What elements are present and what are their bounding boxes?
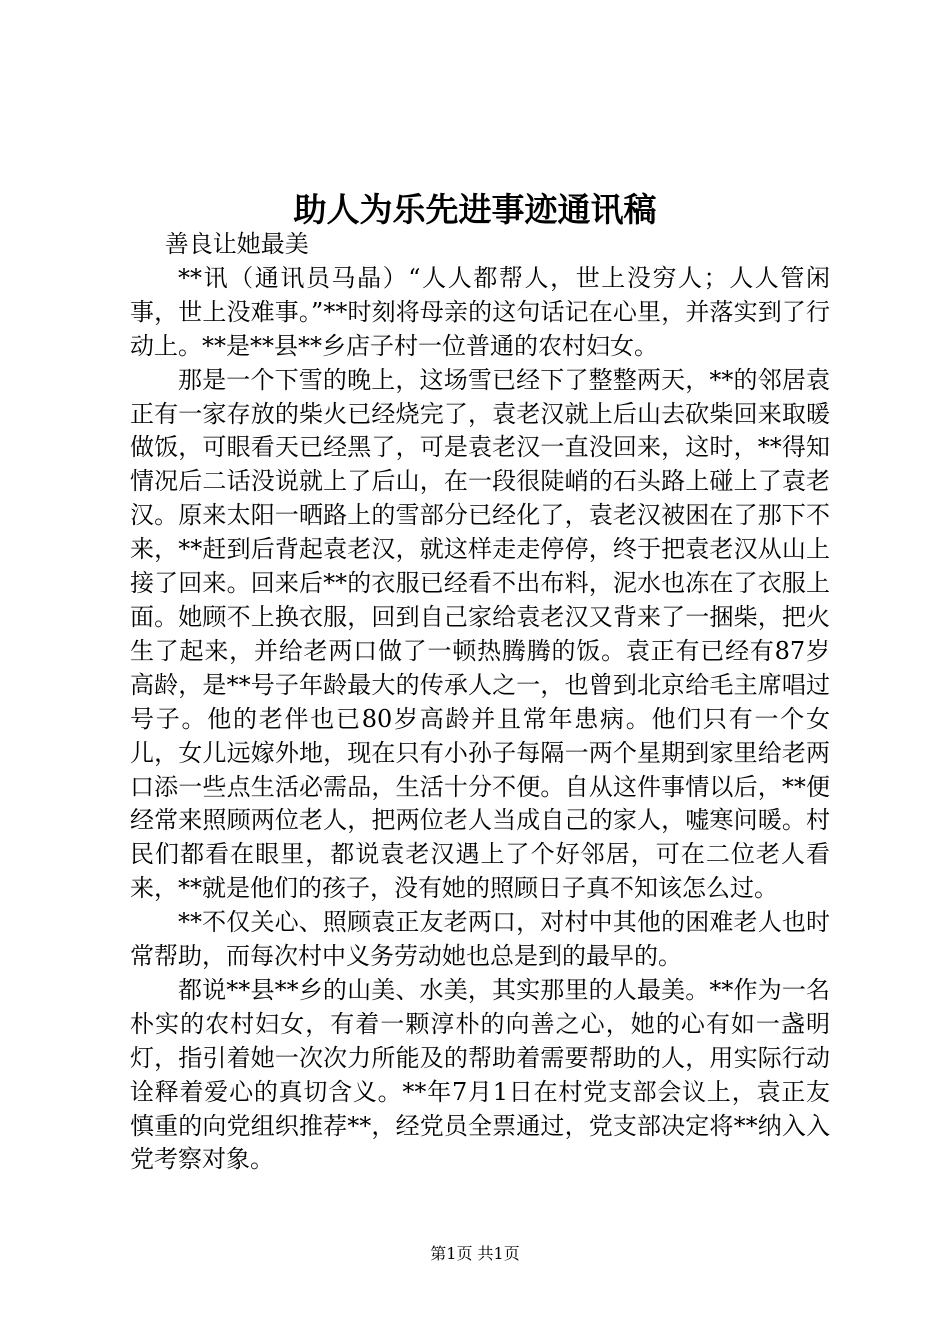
paragraph-3: **不仅关心、照顾袁正友老两口，对村中其他的困难老人也时常帮助，而每次村中义务劳动她也总是到的最早的。 bbox=[130, 908, 830, 971]
document-body bbox=[130, 228, 830, 1177]
paragraph-2: 那是一个下雪的晚上，这场雪已经下了整整两天，**的邻居袁正有一家存放的柴火已经烧完了，袁老汉就上后山去砍柴回来取暖做饭，可眼看天已经黑了，可是袁老汉一直没回来，这时，**得知情况后二话没说就上了后山，在一段很陡峭的石头路上碰上了袁老汉。原来太阳一晒路上的雪部分已经化了，袁老汉被困在了那下不来，**赶到后背起袁老汉，就这样走走停停，终于把袁老汉从山上接了回来。回来后**的衣服已经看不出布料，泥水也冻在了衣服上面。她顾不上换衣服，回到自己家给袁老汉又背来了一捆柴，把火生了起来，并给老两口做了一顿热腾腾的饭。袁正有已经有87岁高龄，是**号子年龄最大的传承人之一，也曾到北京给毛主席唱过号子。他的老伴也已80岁高龄并且常年患病。他们只有一个女儿，女儿远嫁外地，现在只有小孙子每隔一两个星期到家里给老两口添一些点生活必需品，生活十分不便。自从这件事情以后，**便经常来照顾两位老人，把两位老人当成自己的家人，嘘寒问暖。村民们都看在眼里，都说袁老汉遇上了个好邻居，可在二位老人看来，**就是他们的孩子，没有她的照顾日子真不知该怎么过。 bbox=[130, 365, 830, 903]
document-title: 助人为乐先进事迹通讯稿 bbox=[293, 190, 657, 229]
paragraph-4: 都说**县**乡的山美、水美，其实那里的人最美。**作为一名朴实的农村妇女，有着一颗淳朴的向善之心，她的心有如一盏明灯，指引着她一次次力所能及的帮助着需要帮助的人，用实际行动诠释着爱心的真切含义。**年7月1日在村党支部会议上，袁正友慎重的向党组织推荐**，经党员全票通过，党支部决定将**纳入入党考察对象。 bbox=[130, 975, 830, 1174]
page-footer: 第1页 共1页 bbox=[430, 1244, 520, 1263]
document-subtitle: 善良让她最美 bbox=[164, 230, 309, 258]
paragraph-1: **讯（通讯员马晶）“人人都帮人，世上没穷人；人人管闲事，世上没难事。”**时刻将母亲的这句话记在心里，并落实到了行动上。**是**县**乡店子村一位普通的农村妇女。 bbox=[130, 263, 830, 360]
